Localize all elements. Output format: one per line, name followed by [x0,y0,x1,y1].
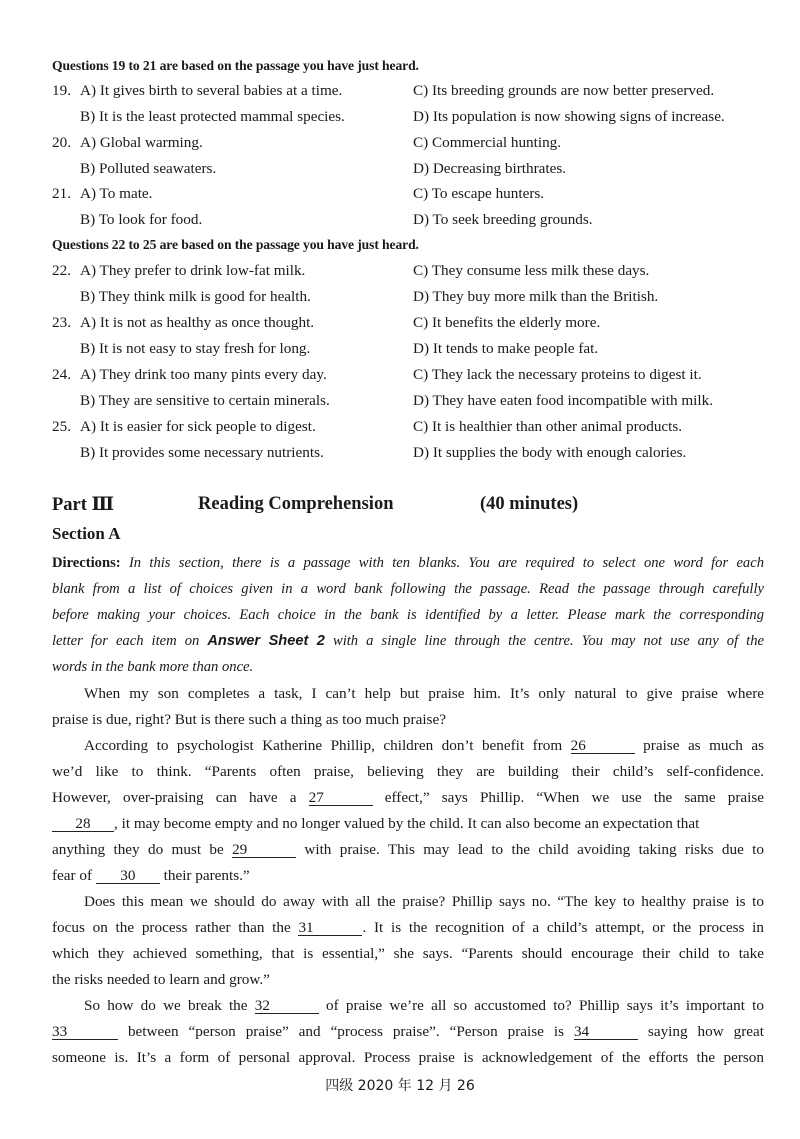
question-25-row-2 [0,444,800,466]
question-20 [0,134,800,156]
option-d: D) To seek breeding grounds. [413,211,593,228]
passage-text: with praise. This may lead to the child avoiding taking risks due to [296,841,764,858]
blank-32: 32 [255,998,319,1014]
blank-29: 29 [232,842,296,858]
directions-line: blank from a list of choices given in a word bank following the passage. Read the passage through carefully [52,581,764,597]
question-number: 21. [52,185,71,202]
question-22-row-2 [0,288,800,310]
question-group-header: Questions 19 to 21 are based on the passage you have just heard. [52,58,419,73]
question-22 [0,262,800,284]
question-21-row-2 [0,211,800,233]
option-c: C) It benefits the elderly more. [413,314,601,331]
question-23-row-2 [0,340,800,362]
option-d: D) It supplies the body with enough calories. [413,444,687,461]
directions-line [52,633,764,650]
question-group-header: Questions 22 to 25 are based on the passage you have just heard. [52,237,419,252]
question-number: 22. [52,262,71,279]
option-c: C) Its breeding grounds are now better preserved. [413,82,715,99]
option-d: D) Its population is now showing signs of increase. [413,108,725,125]
blank-34: 34 [574,1024,638,1040]
option-b: B) It provides some necessary nutrients. [80,444,324,461]
question-21 [0,185,800,207]
blank-33: 33 [52,1024,118,1040]
directions-line: words in the bank more than once. [52,659,254,675]
passage-text: fear of [52,867,96,884]
option-a: A) Global warming. [80,134,203,151]
question-19 [0,82,800,104]
option-d: D) They have eaten food incompatible with milk. [413,392,714,409]
passage-line: the risks needed to learn and grow.” [52,971,270,988]
directions-text: In this section, there is a passage with ten blanks. You are required to select one word for each [120,555,764,571]
passage-text: between “person praise” and “process praise”. “Person praise is [118,1023,574,1040]
section-title: Section A [52,524,121,543]
question-number: 25. [52,418,71,435]
directions-label: Directions: [52,555,121,571]
option-a: A) To mate. [80,185,153,202]
passage-line [52,789,764,807]
question-20-row-2 [0,160,800,182]
question-19-row-2 [0,108,800,130]
question-number: 24. [52,366,71,383]
passage-line [52,1023,764,1041]
passage-text: focus on the process rather than the [52,919,299,936]
option-b: B) They think milk is good for health. [80,288,311,305]
directions-text: with a single line through the centre. You may not use any of the [324,633,765,649]
passage-text: saying how great [637,1023,764,1040]
passage-line: Does this mean we should do away with all the praise? Phillip says no. “The key to healthy praise is to [84,893,764,910]
option-d: D) Decreasing birthrates. [413,160,567,177]
option-a: A) They prefer to drink low-fat milk. [80,262,306,279]
answer-sheet-ref: Answer Sheet 2 [207,633,325,649]
blank-26: 26 [571,738,635,754]
option-a: A) It gives birth to several babies at a time. [80,82,343,99]
passage-text: . It is the recognition of a child’s attempt, or the process in [362,919,764,936]
option-c: C) They lack the necessary proteins to digest it. [413,366,702,383]
passage-line [52,841,764,859]
option-b: B) It is not easy to stay fresh for long. [80,340,311,357]
option-a: A) It is easier for sick people to digest. [80,418,316,435]
part-time: (40 minutes) [480,494,579,514]
passage-line: praise is due, right? But is there such a thing as too much praise? [52,711,446,728]
directions-text: letter for each item on [52,633,208,649]
passage-line [84,737,764,755]
passage-text: So how do we break the [84,997,255,1014]
option-c: C) Commercial hunting. [413,134,562,151]
passage-line [84,997,764,1015]
passage-text: of praise we’re all so accustomed to? Phillip says it’s important to [318,997,764,1014]
passage-line [52,867,764,885]
passage-line [52,815,764,833]
question-23 [0,314,800,336]
passage-text: effect,” says Phillip. “When we use the same praise [372,789,764,806]
question-number: 20. [52,134,71,151]
blank-30: 30 [96,868,160,884]
passage-line: someone is. It’s a form of personal approval. Process praise is acknowledgement of the efforts the person [52,1049,764,1066]
question-number: 23. [52,314,71,331]
passage-line [52,919,764,937]
option-c: C) To escape hunters. [413,185,545,202]
passage-text: , it may become empty and no longer valued by the child. It can also become an expectation that [114,815,700,832]
option-d: D) It tends to make people fat. [413,340,599,357]
blank-27: 27 [309,790,373,806]
passage-line: which they achieved something, that is essential,” she says. “Parents should encourage their child to take [52,945,764,962]
option-c: C) They consume less milk these days. [413,262,650,279]
option-b: B) It is the least protected mammal species. [80,108,345,125]
question-24-row-2 [0,392,800,414]
option-b: B) To look for food. [80,211,203,228]
passage-text: According to psychologist Katherine Phillip, children don’t benefit from [84,737,571,754]
part-title: Reading Comprehension [198,494,394,514]
part-label: Part Ⅲ [52,495,115,515]
option-d: D) They buy more milk than the British. [413,288,659,305]
question-25 [0,418,800,440]
passage-text: However, over-praising can have a [52,789,309,806]
directions-line [52,555,764,572]
passage-text: their parents.” [159,867,250,884]
question-number: 19. [52,82,71,99]
page-footer: 四级 2020 年 12 月 26 [325,1078,475,1094]
directions-line: before making your choices. Each choice in the bank is identified by a letter. Please mark the corresponding [52,607,764,623]
passage-text: praise as much as [634,737,764,754]
option-c: C) It is healthier than other animal products. [413,418,683,435]
option-a: A) It is not as healthy as once thought. [80,314,315,331]
passage-line: we’d like to think. “Parents often praise, believing they are building their child’s self-confidence. [52,763,764,780]
passage-line: When my son completes a task, I can’t help but praise him. It’s only natural to give praise where [84,685,764,702]
option-b: B) Polluted seawaters. [80,160,217,177]
blank-28: 28 [52,816,114,832]
option-b: B) They are sensitive to certain minerals. [80,392,330,409]
question-24 [0,366,800,388]
blank-31: 31 [298,920,362,936]
passage-text: anything they do must be [52,841,233,858]
option-a: A) They drink too many pints every day. [80,366,327,383]
